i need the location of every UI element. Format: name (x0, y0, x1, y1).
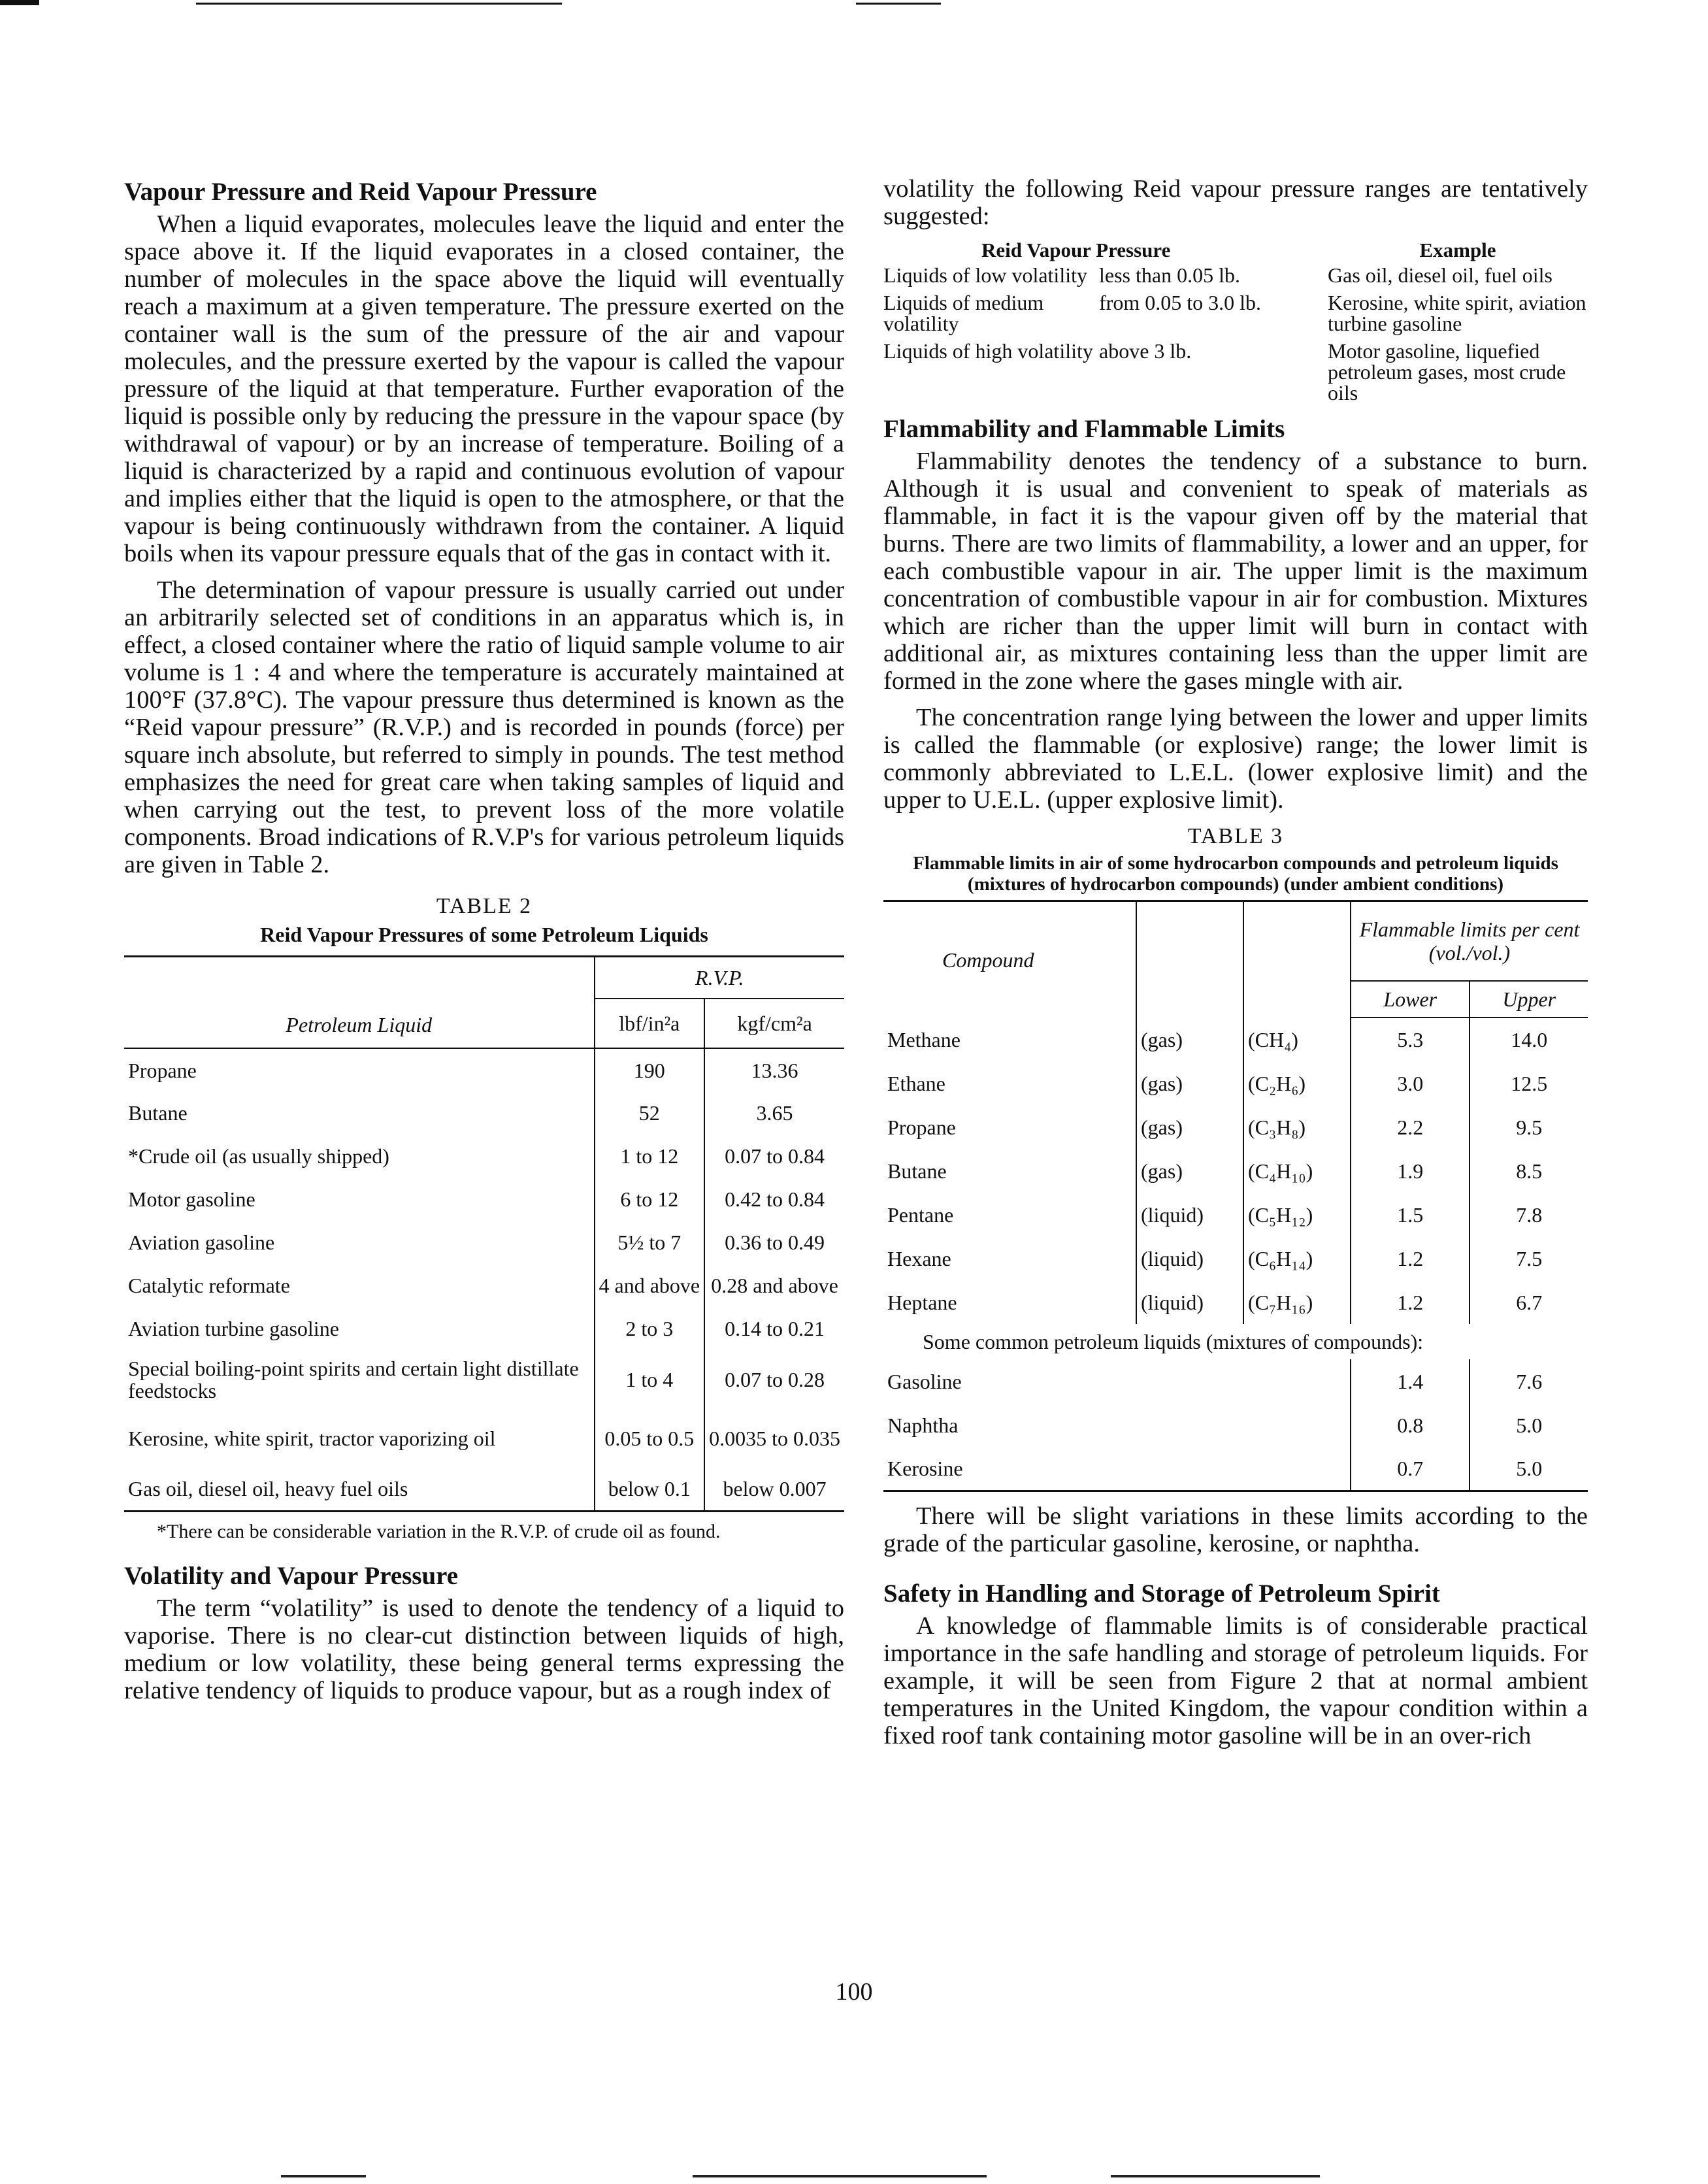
table-row (883, 1447, 1588, 1491)
table2-rvp-header: R.V.P. (595, 957, 845, 999)
cell-compound: Ethane (883, 1061, 1136, 1105)
bottom-rule-3 (1111, 2175, 1320, 2177)
left-column (124, 171, 844, 1713)
cell-formula: (C₅H₁₂) (1243, 1193, 1351, 1236)
cell-formula: (C₇H₁₆) (1243, 1280, 1351, 1324)
cell-kgf: 0.07 to 0.28 (704, 1350, 844, 1409)
cell-kgf: 0.14 to 0.21 (704, 1307, 844, 1350)
table-row (883, 1359, 1588, 1403)
top-rule-mid (196, 3, 562, 5)
table2-col-kgf: kgf/cm²a (704, 999, 844, 1048)
cell-lbf: 2 to 3 (595, 1307, 705, 1350)
paragraph-variations: There will be slight variations in these limits according to the grade of the particular gasoline, kerosine, or naphtha. (883, 1502, 1588, 1557)
table-row (883, 1236, 1588, 1280)
cell-formula: (CH₄) (1243, 1018, 1351, 1061)
cell-upper: 9.5 (1516, 1115, 1543, 1139)
cell-formula: (C₂H₆) (1243, 1061, 1351, 1105)
table2-title: Reid Vapour Pressures of some Petroleum Liquids (260, 923, 708, 946)
table3-col-formula (1243, 901, 1351, 1018)
cell-state: (gas) (1136, 1149, 1243, 1193)
cell-kgf: 0.28 and above (704, 1264, 844, 1307)
cell-lbf: 0.05 to 0.5 (595, 1409, 705, 1468)
cell-compound: Naphtha (887, 1413, 959, 1437)
table-row (124, 1468, 844, 1511)
table3-col-compound: Compound (883, 901, 1136, 1018)
range-class: Liquids of low volatility (883, 263, 1087, 287)
table2-caption: TABLE 2 (436, 894, 533, 918)
table3-col-upper: Upper (1470, 981, 1588, 1018)
cell-lower: 5.3 (1351, 1018, 1470, 1061)
cell-lower: 3.0 (1351, 1061, 1470, 1105)
cell-kgf: 13.36 (704, 1048, 844, 1091)
table-row (883, 1280, 1588, 1324)
cell-compound: Hexane (883, 1236, 1136, 1280)
cell-upper: 5.0 (1516, 1456, 1543, 1480)
table2-col-liquid: Petroleum Liquid (286, 1013, 433, 1036)
table-row (124, 1350, 844, 1409)
heading-flammability: Flammability and Flammable Limits (883, 415, 1285, 443)
range-value: from 0.05 to 3.0 lb. (1099, 291, 1261, 314)
paragraph-evaporation: When a liquid evaporates, molecules leave the liquid and enter the space above it. If the liquid evaporates in a closed container, the number of molecules in the space above the liquid will eventually reach a maximum at a given temperature. The pressure exerted on the container wall is the sum of the pressure of the air and vapour molecules, and the pressure exerted by the vapour is called the vapour pressure of the liquid at that temperature. Further evaporation of the liquid is possible only by reducing the pressure in the vapour space (by withdrawal of vapour) or by an increase of temperature. Boiling of a liquid is characterized by a rapid and continuous evolution of vapour and implies either that the liquid is open to the atmosphere, or that the vapour is being continuously withdrawn from the container. A liquid boils when its vapour pressure equals that of the gas in contact with it. (124, 210, 844, 567)
table-row (124, 1221, 844, 1264)
heading-safety: Safety in Handling and Storage of Petroleum Spirit (883, 1579, 1440, 1608)
table-row (124, 1264, 844, 1307)
cell-lbf: 1 to 4 (595, 1350, 705, 1409)
cell-lower: 1.2 (1351, 1280, 1470, 1324)
rvp-ranges-table (883, 239, 1588, 408)
heading-volatility: Volatility and Vapour Pressure (124, 1561, 459, 1590)
cell-lower: 1.2 (1351, 1236, 1470, 1280)
table-row (124, 1048, 844, 1091)
table2 (124, 955, 844, 1512)
page-number: 100 (835, 1978, 873, 2006)
range-value: less than 0.05 lb. (1099, 263, 1240, 287)
cell-lbf: 6 to 12 (595, 1178, 705, 1221)
bottom-rule-1 (281, 2175, 366, 2177)
cell-liquid: *Crude oil (as usually shipped) (128, 1144, 389, 1168)
cell-state: (liquid) (1136, 1193, 1243, 1236)
paragraph-volatility-cont: volatility the following Reid vapour pressure ranges are tentatively suggested: (883, 175, 1588, 230)
rvp-ranges-head-right: Example (1419, 239, 1496, 261)
range-example: Motor gasoline, liquefied petroleum gases, most crude oils (1328, 339, 1566, 405)
cell-lbf: 52 (595, 1091, 705, 1134)
top-rule-left (0, 0, 39, 5)
cell-state: (gas) (1136, 1061, 1243, 1105)
cell-upper: 14.0 (1511, 1028, 1548, 1051)
cell-upper: 6.7 (1516, 1290, 1543, 1314)
paragraph-safety: A knowledge of flammable limits is of considerable practical importance in the safe handling and storage of petroleum liquids. For example, it will be seen from Figure 2 that at normal ambient temperatures in the United Kingdom, the vapour condition within a fixed roof tank containing motor gasoline will be in an over-rich (883, 1612, 1588, 1749)
cell-liquid: Propane (124, 1048, 595, 1091)
cell-compound: Methane (883, 1018, 1136, 1061)
cell-state: (gas) (1136, 1018, 1243, 1061)
cell-compound: Butane (883, 1149, 1136, 1193)
table2-footnote: *There can be considerable variation in the R.V.P. of crude oil as found. (157, 1520, 721, 1542)
table-subheading-row (883, 1324, 1588, 1359)
table3-caption: TABLE 3 (1187, 824, 1284, 848)
cell-compound: Pentane (883, 1193, 1136, 1236)
table3-col-state (1136, 901, 1243, 1018)
cell-lower: 1.5 (1351, 1193, 1470, 1236)
list-item (883, 263, 1588, 291)
cell-upper: 7.6 (1516, 1369, 1543, 1393)
cell-lbf: 4 and above (595, 1264, 705, 1307)
top-rule-right (856, 3, 941, 5)
cell-lbf: 1 to 12 (595, 1134, 705, 1178)
right-column (883, 175, 1588, 1759)
table-row (883, 1193, 1588, 1236)
cell-lbf: 190 (595, 1048, 705, 1091)
cell-lower: 1.9 (1351, 1149, 1470, 1193)
paragraph-flammability: Flammability denotes the tendency of a substance to burn. Although it is usual and convenient to speak of materials as flammable, in fact it is the vapour given off by the material that burns. There are two limits of flammability, a lower and an upper, for each combustible vapour in air. The upper limit is the maximum concentration of combustible vapour in air for combustion. Mixtures which are richer than the upper limit will burn in contact with additional air, as mixtures containing less than the upper limit are formed in the zone where the gases mingle with air. (883, 448, 1588, 695)
cell-lbf: 5½ to 7 (595, 1221, 705, 1264)
cell-kgf: 0.42 to 0.84 (704, 1178, 844, 1221)
table3-col-lower: Lower (1351, 981, 1470, 1018)
cell-upper: 12.5 (1511, 1071, 1548, 1095)
cell-upper: 7.5 (1516, 1246, 1543, 1270)
cell-upper: 8.5 (1516, 1159, 1543, 1183)
bottom-rule-2 (693, 2175, 987, 2177)
table-row (883, 1018, 1588, 1061)
cell-upper: 7.8 (1516, 1202, 1543, 1227)
rvp-ranges-head-left: Reid Vapour Pressure (981, 239, 1171, 261)
cell-liquid: Gas oil, diesel oil, heavy fuel oils (128, 1477, 408, 1501)
table-row (883, 1061, 1588, 1105)
table-row (883, 1105, 1588, 1149)
cell-liquid: Special boiling-point spirits and certain light distillate feedstocks (128, 1357, 579, 1402)
cell-kgf: 0.36 to 0.49 (704, 1221, 844, 1264)
range-example: Gas oil, diesel oil, fuel oils (1328, 263, 1552, 287)
cell-compound: Gasoline (887, 1369, 962, 1393)
table3-col-limits: Flammable limits per cent (vol./vol.) (1351, 901, 1588, 982)
cell-lower: 1.4 (1351, 1359, 1470, 1403)
range-value: above 3 lb. (1099, 339, 1192, 363)
cell-lbf: below 0.1 (595, 1468, 705, 1511)
cell-kgf: 0.07 to 0.84 (704, 1134, 844, 1178)
cell-state: (liquid) (1136, 1280, 1243, 1324)
cell-liquid: Catalytic reformate (128, 1274, 290, 1297)
table-row (124, 1307, 844, 1350)
table3 (883, 900, 1588, 1492)
cell-lower: 0.7 (1351, 1447, 1470, 1491)
list-item (883, 291, 1588, 339)
paragraph-flammable-range: The concentration range lying between the lower and upper limits is called the flammable (or explosive) range; the lower limit is commonly abbreviated to L.E.L. (lower explosive limit) and the upper to U.E.L. (upper explosive limit). (883, 704, 1588, 814)
list-item (883, 339, 1588, 408)
cell-liquid: Kerosine, white spirit, tractor vaporizing oil (128, 1427, 496, 1450)
paragraph-volatility: The term “volatility” is used to denote the tendency of a liquid to vaporise. There is no clear-cut distinction between liquids of high, medium or low volatility, these being general terms expressing the relative tendency of liquids to produce vapour, but as a rough index of (124, 1594, 844, 1704)
cell-formula: (C₄H₁₀) (1243, 1149, 1351, 1193)
table-row (124, 1178, 844, 1221)
cell-liquid: Aviation turbine gasoline (128, 1317, 339, 1340)
cell-kgf: 0.0035 to 0.035 (704, 1409, 844, 1468)
table-row (124, 1409, 844, 1468)
heading-vapour-pressure: Vapour Pressure and Reid Vapour Pressure (124, 178, 597, 206)
paragraph-reid-determination: The determination of vapour pressure is usually carried out under an arbitrarily selected set of conditions in an apparatus which is, in effect, a closed container where the ratio of liquid sample volume to air volume is 1 : 4 and where the temperature is accurately maintained at 100°F (37.8°C). The vapour pressure thus determined is known as the “Reid vapour pressure” (R.V.P.) and is recorded in pounds (force) per square inch absolute, but referred to simply in pounds. The test method emphasizes the need for great care when taking samples of liquid and when carrying out the test, to prevent loss of the more volatile components. Broad indications of R.V.P's for various petroleum liquids are given in Table 2. (124, 576, 844, 878)
cell-kgf: below 0.007 (704, 1468, 844, 1511)
cell-state: (gas) (1136, 1105, 1243, 1149)
table-row (124, 1091, 844, 1134)
cell-kgf: 3.65 (704, 1091, 844, 1134)
range-class: Liquids of medium volatility (883, 291, 1044, 335)
range-class: Liquids of high volatility (883, 339, 1093, 363)
cell-compound: Kerosine (887, 1456, 963, 1480)
cell-liquid: Aviation gasoline (128, 1231, 275, 1254)
cell-lower: 0.8 (1351, 1403, 1470, 1447)
table-row (124, 1134, 844, 1178)
cell-formula: (C₃H₈) (1243, 1105, 1351, 1149)
table3-subheading: Some common petroleum liquids (mixtures of compounds): (923, 1330, 1424, 1353)
cell-state: (liquid) (1136, 1236, 1243, 1280)
range-example: Kerosine, white spirit, aviation turbine gasoline (1328, 291, 1586, 335)
cell-compound: Heptane (883, 1280, 1136, 1324)
cell-liquid: Motor gasoline (128, 1187, 255, 1211)
cell-liquid: Butane (128, 1101, 188, 1125)
cell-lower: 2.2 (1351, 1105, 1470, 1149)
cell-formula: (C₆H₁₄) (1243, 1236, 1351, 1280)
table3-title: Flammable limits in air of some hydrocarbon compounds and petroleum liquids (mixtures of hydrocarbon compounds) (under ambient conditions) (913, 853, 1558, 895)
table2-col-lbf: lbf/in²a (595, 999, 705, 1048)
table-row (883, 1149, 1588, 1193)
cell-upper: 5.0 (1516, 1413, 1543, 1437)
table-row (883, 1403, 1588, 1447)
cell-compound: Propane (883, 1105, 1136, 1149)
